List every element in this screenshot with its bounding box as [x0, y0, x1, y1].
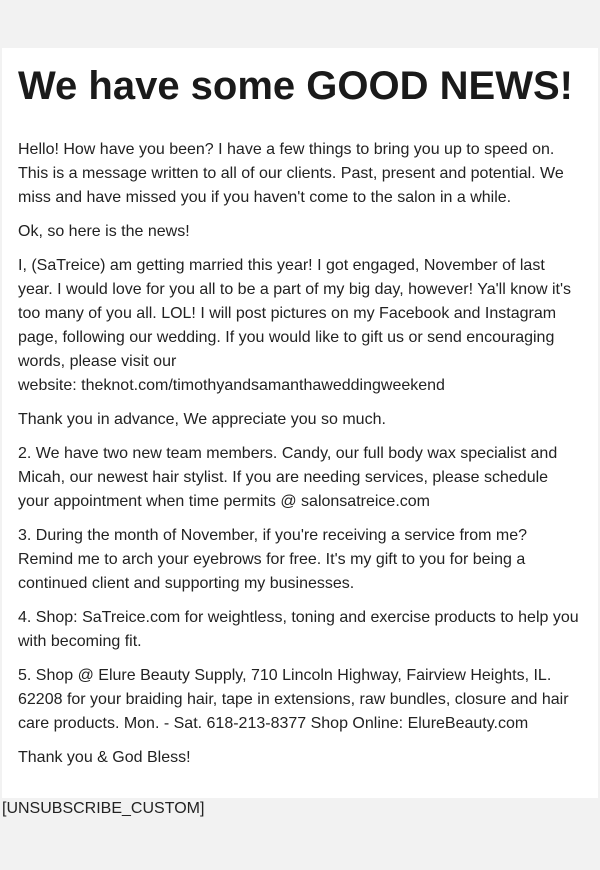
eyebrow-offer-paragraph: 3. During the month of November, if you're receiving a service from me? Remind me to arch your eyebrows for free. It's my gift to you for being a continued client and supporting my businesses. [18, 527, 528, 592]
beauty-supply-text: 5. Shop @ Elure Beauty Supply, 710 Lincoln Highway, Fairview Heights, IL. 62208 for your braiding hair, tape in extensions, raw bundles, closure and hair care products. Mon. - Sat. 618-213-8377 Shop Online: [18, 667, 569, 732]
wedding-website-link[interactable]: theknot.com/timothyandsamanthaweddingweekend [81, 377, 445, 394]
beauty-supply-paragraph [18, 664, 582, 736]
intro-paragraph: Hello! How have you been? I have a few things to bring you up to speed on. This is a message written to all of our clients. Past, present and potential. We miss and have missed you if you haven't come to the salon in a while. [18, 141, 564, 206]
email-title: We have some GOOD NEWS! [18, 64, 573, 108]
satreice-shop-link[interactable]: SaTreice.com [82, 609, 181, 626]
new-team-members-paragraph [18, 442, 582, 514]
shop-suffix: for weightless, toning and exercise products to help you with becoming fit. [18, 609, 579, 650]
email-card [2, 48, 598, 798]
unsubscribe-footer[interactable]: [UNSUBSCRIBE_CUSTOM] [2, 800, 205, 817]
elure-beauty-link[interactable]: ElureBeauty.com [407, 715, 529, 732]
email-content [2, 48, 598, 770]
wedding-news-paragraph [18, 254, 582, 398]
salon-website-link[interactable]: salonsatreice.com [301, 493, 430, 510]
new-team-members-text: 2. We have two new team members. Candy, our full body wax specialist and Micah, our newest hair stylist. If you are needing services, please schedule your appointment when time permits @ [18, 445, 558, 510]
closing-paragraph: Thank you & God Bless! [18, 749, 191, 766]
wedding-news-text: I, (SaTreice) am getting married this year! I got engaged, November of last year. I would love for you all to be a part of my big day, however! Ya'll know it's too many of you all. LOL! I will post pictures on my Facebook and Instagram page, following our wedding. If you would like to gift us or send encouraging words, please visit our [18, 257, 572, 370]
thanks-advance-paragraph: Thank you in advance, We appreciate you so much. [18, 411, 386, 428]
shop-prefix: 4. Shop: [18, 609, 78, 626]
news-lead-paragraph: Ok, so here is the news! [18, 223, 190, 240]
website-label: website: [18, 377, 77, 394]
shop-products-paragraph [18, 606, 582, 654]
